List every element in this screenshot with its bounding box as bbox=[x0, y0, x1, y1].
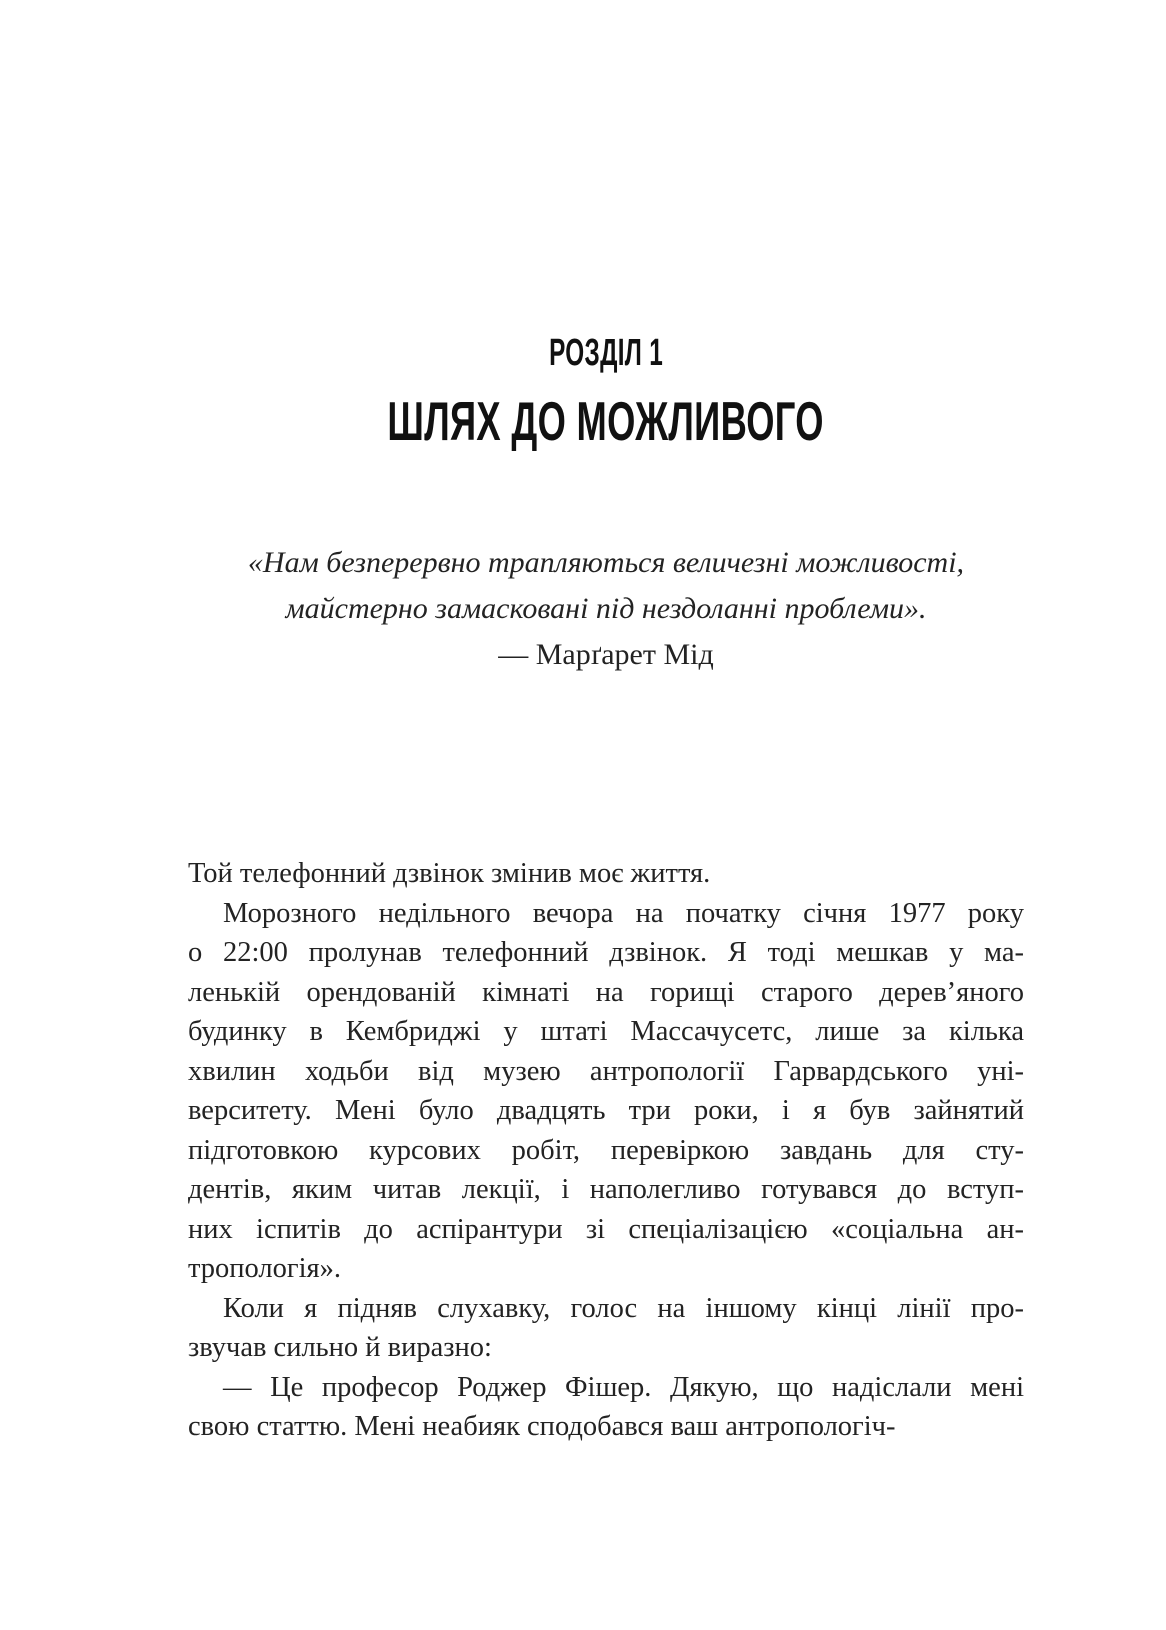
epigraph-line: «Нам безперервно трапляються величезні можливості, bbox=[247, 546, 965, 579]
epigraph-lines bbox=[188, 540, 1024, 632]
body-line: о 22:00 пролунав телефонний дзвінок. Я тоді мешкав у ма- bbox=[188, 937, 1024, 968]
paragraph bbox=[188, 894, 1024, 1289]
body-line: Коли я підняв слухавку, голос на іншому кінці лінії про- bbox=[223, 1292, 1024, 1324]
body-line: — Це професор Роджер Фішер. Дякую, що надіслали мені bbox=[223, 1371, 1024, 1403]
epigraph-attribution: — Марґарет Мід bbox=[498, 638, 714, 671]
body-line: підготовкою курсових робіт, перевіркою завдань для сту- bbox=[188, 1134, 1024, 1166]
body-line: тропологія». bbox=[188, 1253, 341, 1284]
body-line: дентів, яким читав лекції, і наполегливо готувався до вступ- bbox=[188, 1174, 1024, 1205]
epigraph-line: майстерно замасковані під нездоланні проблеми». bbox=[285, 592, 927, 625]
paragraph bbox=[188, 1368, 1024, 1447]
chapter-number-text: РОЗДІЛ 1 bbox=[548, 332, 664, 374]
paragraph bbox=[188, 1289, 1024, 1368]
body-text bbox=[188, 854, 1024, 1447]
body-line: будинку в Кембриджі у штаті Массачусетс, лише за кілька bbox=[188, 1016, 1024, 1047]
body-line: свою статтю. Мені неабияк сподобався ваш антропологіч- bbox=[188, 1411, 896, 1442]
paragraph bbox=[188, 854, 1024, 894]
chapter-title-text: ШЛЯХ ДО МОЖЛИВОГО bbox=[387, 390, 825, 452]
body-line: ленькій орендованій кімнаті на горищі старого дерев’яного bbox=[188, 976, 1024, 1008]
body-line: хвилин ходьби від музею антропології Гарвардського уні- bbox=[188, 1055, 1024, 1087]
content-column bbox=[188, 0, 1024, 1630]
body-line: Той телефонний дзвінок змінив моє життя. bbox=[188, 858, 711, 889]
body-line: звучав сильно й виразно: bbox=[188, 1332, 492, 1363]
body-line: верситету. Мені було двадцять три роки, і я був зайнятий bbox=[188, 1095, 1024, 1126]
body-line: них іспитів до аспірантури зі спеціалізацією «соціальна ан- bbox=[188, 1213, 1024, 1245]
epigraph bbox=[188, 540, 1024, 678]
body-line: Морозного недільного вечора на початку січня 1977 року bbox=[223, 897, 1024, 929]
chapter-number bbox=[188, 334, 1024, 372]
chapter-title bbox=[188, 390, 1024, 452]
